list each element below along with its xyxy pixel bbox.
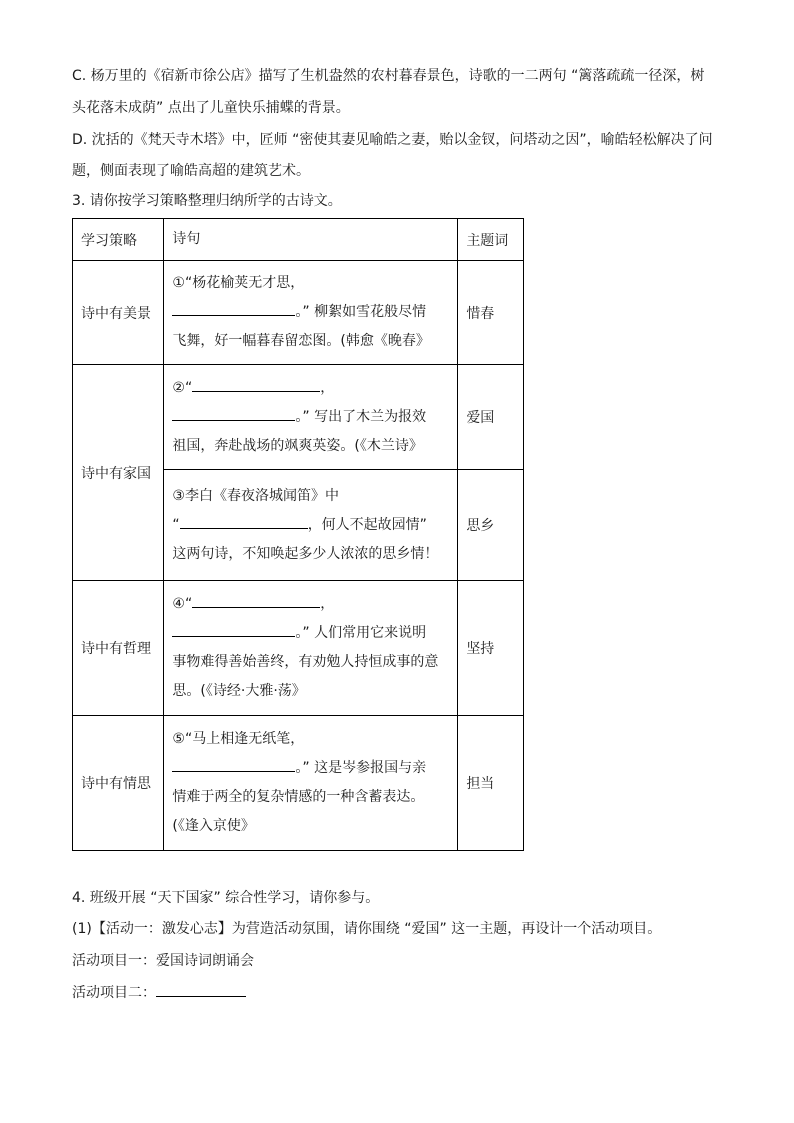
verse-line: 。” 柳絮如雪花般尽情 (172, 298, 449, 327)
question-4-title: 4. 班级开展 “天下国家” 综合性学习，请你参与。 (72, 890, 380, 906)
verse-line: “ ，何人不起故园情” (172, 511, 449, 540)
answer-blank[interactable] (156, 982, 246, 997)
theme-cell: 担当 (458, 716, 524, 851)
option-d-line-1: D. 沈括的《梵天寺木塔》中，匠师 “密使其妻见喻皓之妻，贻以金钗，问塔动之因”，喻皓轻松解决了问 (72, 132, 713, 148)
strategy-cell: 诗中有家国 (73, 365, 164, 581)
activity-1-prompt: (1)【活动一：激发心志】为营造活动氛围，请你围绕 “爱国” 这一主题，再设计一个活动项目。 (72, 921, 662, 937)
header-strategy: 学习策略 (73, 219, 164, 261)
verse-line: 。” 写出了木兰为报效 (172, 403, 449, 432)
answer-blank[interactable] (192, 593, 320, 608)
option-c-line-1: C. 杨万里的《宿新市徐公店》描写了生机盎然的农村暮春景色，诗歌的一二两句 “篱落疏疏一径深，树 (72, 68, 705, 84)
verse-cell (164, 365, 458, 470)
answer-blank[interactable] (180, 514, 308, 529)
question-3-title: 3. 请你按学习策略整理归纳所学的古诗文。 (72, 193, 342, 209)
answer-blank[interactable] (172, 622, 295, 637)
verse-line: ③李白《春夜洛城闻笛》中 (172, 487, 339, 504)
strategy-cell: 诗中有情思 (73, 716, 164, 851)
table-header-row (73, 219, 524, 261)
verse-line: (《逢入京使》 (172, 818, 255, 834)
answer-blank[interactable] (172, 406, 295, 421)
verse-cell (164, 716, 458, 851)
table-row (73, 365, 524, 470)
poem-table (72, 218, 524, 851)
answer-blank[interactable] (192, 377, 320, 392)
verse-cell (164, 581, 458, 716)
table-row (73, 716, 524, 851)
option-d-line-2: 题，侧面表现了喻皓高超的建筑艺术。 (72, 163, 310, 179)
header-verse: 诗句 (164, 219, 458, 261)
verse-line: 飞舞，好一幅暮春留恋图。(韩愈《晚春》 (172, 333, 430, 349)
verse-line: 。” 这是岑参报国与亲 (172, 754, 449, 783)
strategy-cell: 诗中有哲理 (73, 581, 164, 716)
table-row (73, 581, 524, 716)
theme-cell: 思乡 (458, 470, 524, 581)
verse-line: ⑤“马上相逢无纸笔， (172, 731, 305, 747)
answer-blank[interactable] (172, 757, 295, 772)
theme-cell: 坚持 (458, 581, 524, 716)
verse-cell (164, 261, 458, 365)
activity-item-2: 活动项目二： (72, 982, 246, 1003)
verse-line: ②“ ， (172, 374, 449, 403)
verse-line: 这两句诗，不知唤起多少人浓浓的思乡情！ (172, 545, 439, 562)
theme-cell: 惜春 (458, 261, 524, 365)
verse-line: 事物难得善始善终，有劝勉人持恒成事的意 (172, 654, 439, 670)
verse-line: ①“杨花榆荚无才思， (172, 275, 305, 291)
option-c-line-2: 头花落未成荫” 点出了儿童快乐捕蝶的背景。 (72, 100, 350, 116)
header-theme: 主题词 (458, 219, 524, 261)
verse-line: ④“ ， (172, 590, 449, 619)
theme-cell: 爱国 (458, 365, 524, 470)
table-row (73, 261, 524, 365)
activity-item-1: 活动项目一：爱国诗词朗诵会 (72, 953, 254, 969)
verse-cell (164, 470, 458, 581)
answer-blank[interactable] (172, 301, 295, 316)
verse-line: 祖国，奔赴战场的飒爽英姿。(《木兰诗》 (172, 437, 423, 454)
strategy-cell: 诗中有美景 (73, 261, 164, 365)
verse-line: 。” 人们常用它来说明 (172, 619, 449, 648)
verse-line: 情难于两全的复杂情感的一种含蓄表达。 (172, 789, 425, 805)
verse-line: 思。(《诗经·大雅·荡》 (172, 683, 306, 699)
